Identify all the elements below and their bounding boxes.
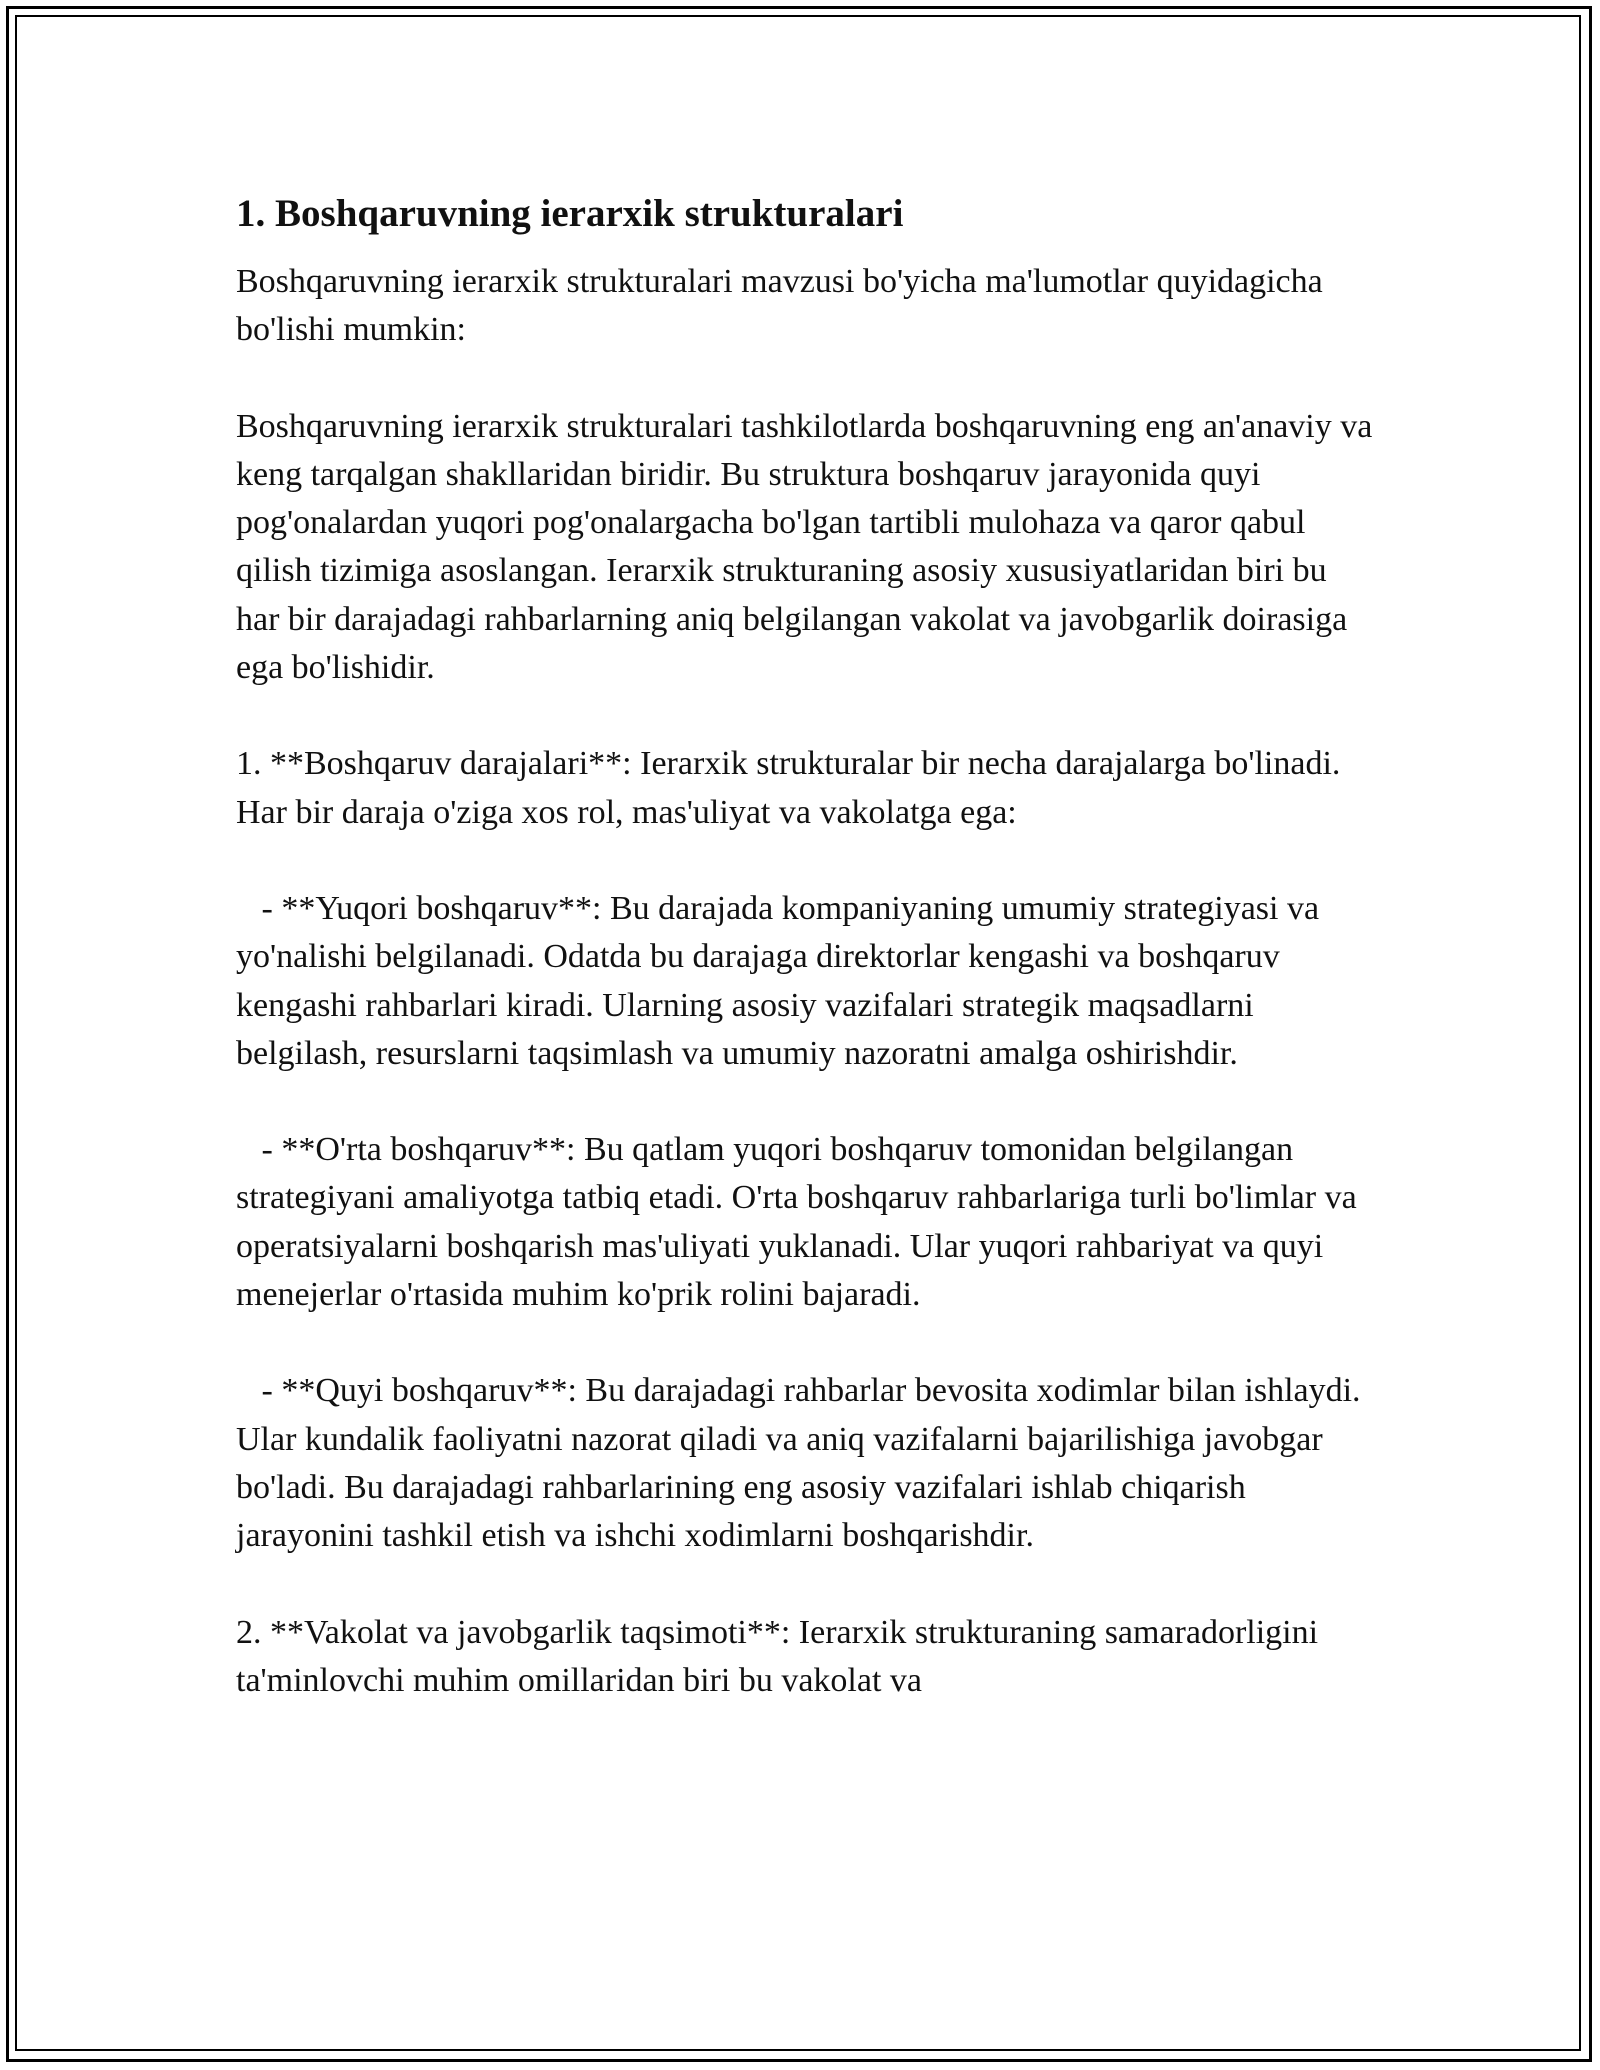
- list-item-management-levels: 1. **Boshqaruv darajalari**: Ierarxik strukturalar bir necha darajalarga bo'linadi. Har bir daraja o'ziga xos rol, mas'uliyat va vakolatga ega:: [236, 745, 1349, 831]
- section-heading: 1. Boshqaruvning ierarxik strukturalari: [236, 192, 904, 235]
- overview-paragraph: Boshqaruvning ierarxik strukturalari tashkilotlarda boshqaruvning eng an'anaviy va keng tarqalgan shakllaridan biridir. Bu struktura boshqaruv jarayonida quyi pog'onalardan yuqori pog'onalargacha bo'lgan tartibli mulohaza va qaror qabul qilish tizimiga asoslangan. Ierarxik strukturaning asosiy xususiyatlaridan biri bu har bir darajadagi rahbarlarning aniq belgilangan vakolat va javobgarlik doirasiga ega bo'lishidir.: [236, 407, 1381, 687]
- document-body: [236, 188, 1381, 1753]
- intro-paragraph: Boshqaruvning ierarxik strukturalari mavzusi bo'yicha ma'lumotlar quyidagicha bo'lishi mumkin:: [236, 263, 1332, 349]
- list-item-lower-management: - **Quyi boshqaruv**: Bu darajadagi rahbarlar bevosita xodimlar bilan ishlaydi. Ular kundalik faoliyatni nazorat qiladi va aniq vazifalarni bajarilishiga javobgar bo'ladi. Bu darajadagi rahbarlarining eng asosiy vazifalari ishlab chiqarish jarayonini tashkil etish va ishchi xodimlarni boshqarishdir.: [236, 1372, 1370, 1555]
- list-item-middle-management: - **O'rta boshqaruv**: Bu qatlam yuqori boshqaruv tomonidan belgilangan strategiyani amaliyotga tatbiq etadi. O'rta boshqaruv rahbarlariga turli bo'limlar va operatsiyalarni boshqarish mas'uliyati yuklanadi. Ular yuqori rahbariyat va quyi menejerlar o'rtasida muhim ko'prik rolini bajaradi.: [236, 1131, 1366, 1314]
- list-item-authority-distribution: 2. **Vakolat va javobgarlik taqsimoti**: Ierarxik strukturaning samaradorligini ta'minlovchi muhim omillaridan biri bu vakolat va: [236, 1613, 1327, 1699]
- list-item-top-management: - **Yuqori boshqaruv**: Bu darajada kompaniyaning umumiy strategiyasi va yo'nalishi belgilanadi. Odatda bu darajaga direktorlar kengashi va boshqaruv kengashi rahbarlari kiradi. Ularning asosiy vazifalari strategik maqsadlarni belgilash, resurslarni taqsimlash va umumiy nazoratni amalga oshirishdir.: [236, 889, 1328, 1072]
